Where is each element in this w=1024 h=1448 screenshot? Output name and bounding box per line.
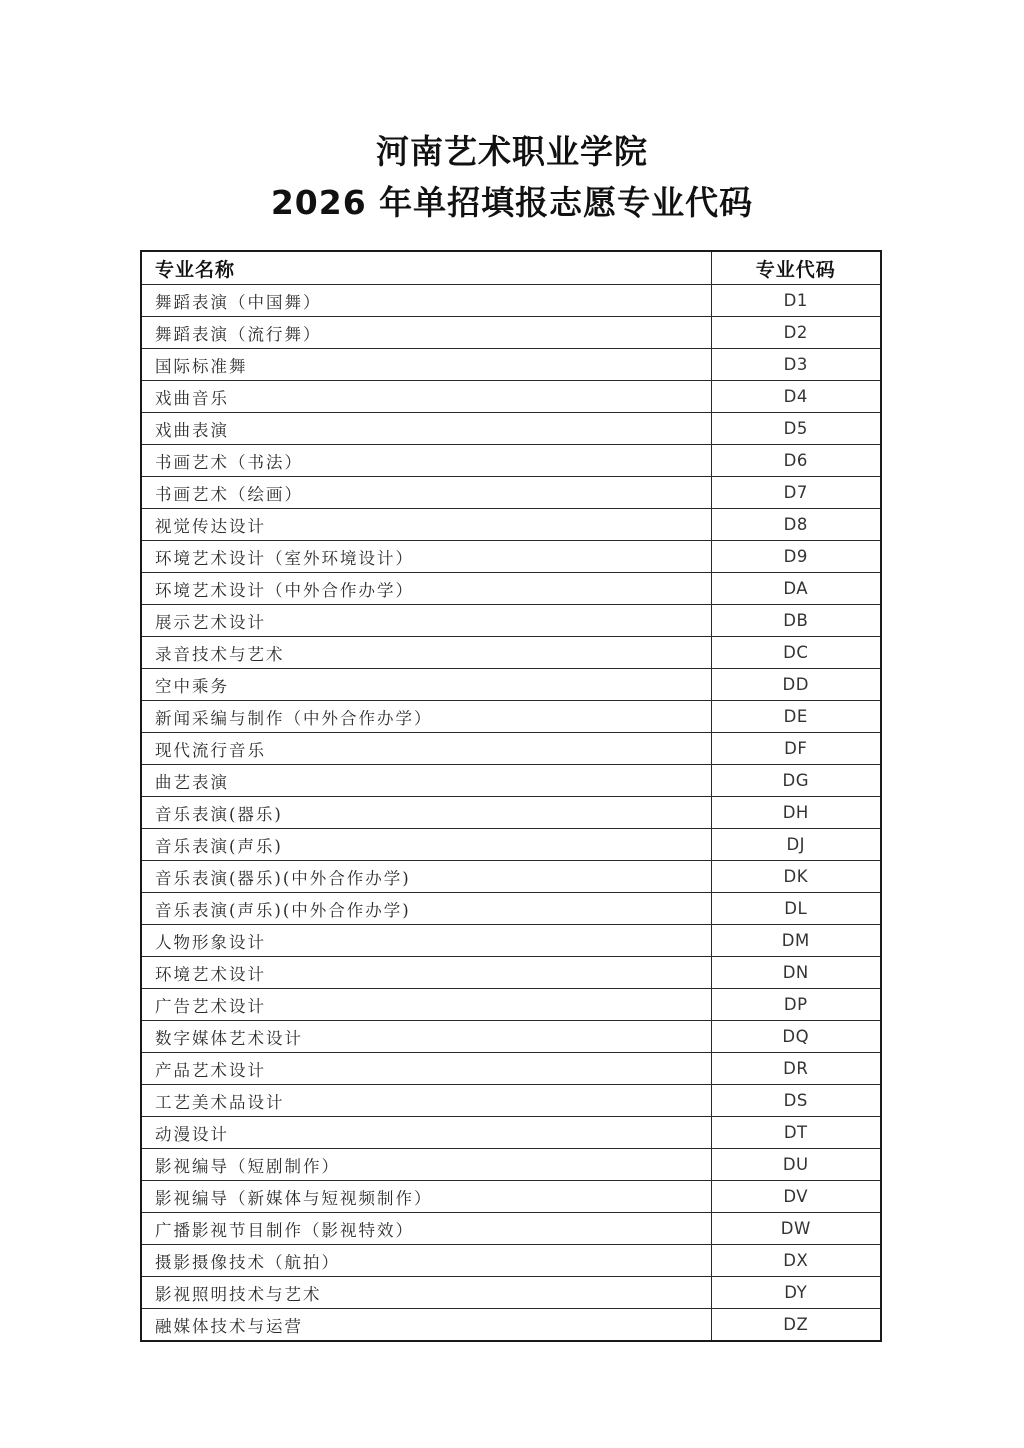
major-name: 产品艺术设计 [141, 1053, 711, 1085]
major-code: DK [711, 861, 881, 893]
major-code: DZ [711, 1309, 881, 1342]
table-row [141, 413, 881, 445]
major-name: 舞蹈表演（中国舞） [141, 285, 711, 317]
table-row [141, 349, 881, 381]
major-name: 戏曲音乐 [141, 381, 711, 413]
major-name: 曲艺表演 [141, 765, 711, 797]
major-name: 摄影摄像技术（航拍） [141, 1245, 711, 1277]
major-name: 视觉传达设计 [141, 509, 711, 541]
column-header-major-code: 专业代码 [711, 251, 881, 285]
major-name: 书画艺术（绘画） [141, 477, 711, 509]
table-row [141, 381, 881, 413]
table-row [141, 317, 881, 349]
major-name: 影视编导（新媒体与短视频制作） [141, 1181, 711, 1213]
table-row [141, 765, 881, 797]
table-row [141, 893, 881, 925]
table-row [141, 605, 881, 637]
major-code: DT [711, 1117, 881, 1149]
document-title-line1: 河南艺术职业学院 [376, 132, 648, 171]
major-code: DV [711, 1181, 881, 1213]
major-code: DY [711, 1277, 881, 1309]
majors-table-body [141, 285, 881, 1342]
table-row [141, 829, 881, 861]
table-row [141, 1117, 881, 1149]
major-code: D6 [711, 445, 881, 477]
major-code: DM [711, 925, 881, 957]
major-code: D4 [711, 381, 881, 413]
major-name: 音乐表演(器乐) [141, 797, 711, 829]
table-row [141, 1245, 881, 1277]
table-row [141, 541, 881, 573]
document-title [0, 0, 1024, 228]
table-row [141, 925, 881, 957]
table-row [141, 797, 881, 829]
major-code: DX [711, 1245, 881, 1277]
table-row [141, 701, 881, 733]
major-name: 舞蹈表演（流行舞） [141, 317, 711, 349]
table-header-row [141, 251, 881, 285]
table-row [141, 1021, 881, 1053]
major-code: DF [711, 733, 881, 765]
major-name: 影视照明技术与艺术 [141, 1277, 711, 1309]
major-code: DL [711, 893, 881, 925]
major-code: DG [711, 765, 881, 797]
major-name: 新闻采编与制作（中外合作办学） [141, 701, 711, 733]
major-name: 动漫设计 [141, 1117, 711, 1149]
table-row [141, 573, 881, 605]
table-row [141, 477, 881, 509]
major-name: 展示艺术设计 [141, 605, 711, 637]
major-name: 戏曲表演 [141, 413, 711, 445]
table-row [141, 509, 881, 541]
major-code: DE [711, 701, 881, 733]
major-name: 影视编导（短剧制作） [141, 1149, 711, 1181]
table-row [141, 861, 881, 893]
major-name: 数字媒体艺术设计 [141, 1021, 711, 1053]
major-code: DC [711, 637, 881, 669]
table-row [141, 1213, 881, 1245]
major-name: 音乐表演(器乐)(中外合作办学) [141, 861, 711, 893]
major-code: D5 [711, 413, 881, 445]
table-row [141, 445, 881, 477]
major-code: D1 [711, 285, 881, 317]
table-row [141, 285, 881, 317]
table-row [141, 957, 881, 989]
table-row [141, 1277, 881, 1309]
table-row [141, 1309, 881, 1342]
major-code: DB [711, 605, 881, 637]
major-code: D7 [711, 477, 881, 509]
major-code: D9 [711, 541, 881, 573]
major-name: 录音技术与艺术 [141, 637, 711, 669]
major-code: DP [711, 989, 881, 1021]
major-name: 音乐表演(声乐) [141, 829, 711, 861]
major-name: 音乐表演(声乐)(中外合作办学) [141, 893, 711, 925]
major-name: 广播影视节目制作（影视特效） [141, 1213, 711, 1245]
major-code: DQ [711, 1021, 881, 1053]
major-name: 现代流行音乐 [141, 733, 711, 765]
major-code: DJ [711, 829, 881, 861]
table-row [141, 637, 881, 669]
table-row [141, 669, 881, 701]
major-code: DU [711, 1149, 881, 1181]
major-name: 人物形象设计 [141, 925, 711, 957]
major-name: 环境艺术设计（室外环境设计） [141, 541, 711, 573]
major-name: 空中乘务 [141, 669, 711, 701]
table-row [141, 733, 881, 765]
majors-table [140, 250, 882, 1342]
major-code: DN [711, 957, 881, 989]
major-code: DW [711, 1213, 881, 1245]
major-code: D3 [711, 349, 881, 381]
major-code: D8 [711, 509, 881, 541]
major-name: 书画艺术（书法） [141, 445, 711, 477]
major-name: 广告艺术设计 [141, 989, 711, 1021]
column-header-major-name: 专业名称 [141, 251, 711, 285]
major-name: 环境艺术设计（中外合作办学） [141, 573, 711, 605]
table-row [141, 1181, 881, 1213]
table-row [141, 1149, 881, 1181]
major-code: DH [711, 797, 881, 829]
major-name: 环境艺术设计 [141, 957, 711, 989]
table-row [141, 1085, 881, 1117]
major-code: DD [711, 669, 881, 701]
major-code: DS [711, 1085, 881, 1117]
major-name: 国际标准舞 [141, 349, 711, 381]
major-name: 融媒体技术与运营 [141, 1309, 711, 1342]
table-row [141, 989, 881, 1021]
major-code: DA [711, 573, 881, 605]
major-code: D2 [711, 317, 881, 349]
document-title-line2: 2026 年单招填报志愿专业代码 [270, 183, 754, 222]
major-code: DR [711, 1053, 881, 1085]
table-row [141, 1053, 881, 1085]
major-name: 工艺美术品设计 [141, 1085, 711, 1117]
